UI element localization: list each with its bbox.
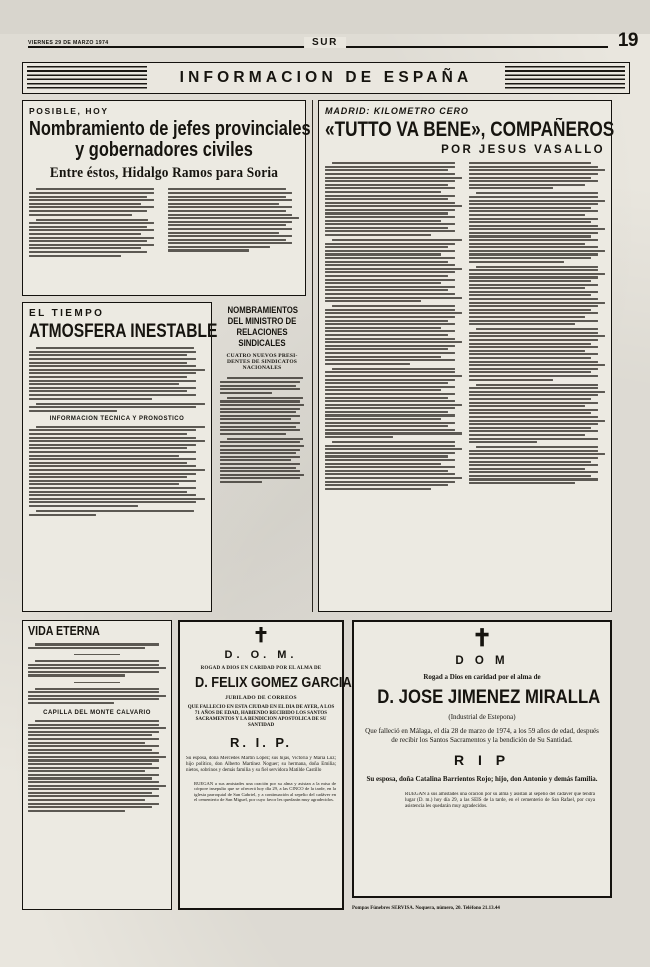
eternal-life-section bbox=[22, 620, 172, 910]
page-grid bbox=[22, 100, 630, 938]
obituary-note: RUEGAN a sus amistades una oración por su alma y asistan al sepelio del cadáver que tendrá lugar (D. m.) hoy día 29, a las SEIS de la tarde, en el cementerio de San Rafael, por cuya asistencia les quedarán muy agradecidos. bbox=[405, 791, 595, 809]
obituary-felix-gomez bbox=[178, 620, 352, 910]
cross-icon: ✝ bbox=[471, 626, 493, 652]
weather-article bbox=[22, 302, 218, 612]
obituary-family: Su esposa, doña Mercedes Martín López; sus hijas, Victoria y María Luz; hijo político, don Alberto Martínez Noguer; su hermana, doña Emilia; nietos, sobrinos y demás familia y su fiel servidora Matilde Castillo bbox=[186, 755, 336, 774]
obituary-lead: ROGAD A DIOS EN CARIDAD POR EL ALMA DE bbox=[200, 666, 322, 671]
madrid-article-kicker: MADRID: KILOMETRO CERO bbox=[325, 106, 469, 116]
obituary-role: JUBILADO DE CORREOS bbox=[225, 694, 297, 701]
obituary-dom: D O M bbox=[455, 655, 509, 667]
obituary-jose-jimenez bbox=[352, 620, 612, 898]
union-headline-line2: DEL MINISTRO DE bbox=[227, 316, 297, 328]
lead-article-body bbox=[29, 188, 299, 300]
union-article bbox=[218, 302, 306, 612]
madrid-article-body-col1 bbox=[325, 162, 462, 612]
obituary-rip: R. I. P. bbox=[229, 734, 293, 750]
masthead-date: VIERNES 29 DE MARZO 1974 bbox=[28, 40, 109, 46]
lead-article-subhead: Entre éstos, Hidalgo Ramos para Soria bbox=[49, 165, 279, 182]
item-separator bbox=[74, 654, 121, 655]
union-headline-line4: SINDICALES bbox=[238, 338, 286, 350]
list-item bbox=[28, 643, 166, 649]
lead-article bbox=[22, 100, 311, 296]
obituary-dom: D. O. M. bbox=[224, 649, 298, 661]
union-subhead-line2: DENTES DE SINDICATOS bbox=[226, 359, 298, 366]
obituary-rip: R I P bbox=[453, 752, 511, 769]
lead-article-headline-line1: Nombramiento de jefes provinciales bbox=[29, 118, 311, 140]
newspaper-page bbox=[0, 30, 650, 967]
list-item bbox=[28, 688, 166, 704]
item-separator bbox=[74, 682, 121, 683]
obituary-name: D. JOSE JIMENEZ MIRALLA bbox=[377, 687, 601, 708]
section-banner-title: INFORMACION DE ESPAÑA bbox=[179, 69, 473, 86]
lead-article-kicker: POSIBLE, HOY bbox=[29, 106, 109, 116]
union-subhead-line3: NACIONALES bbox=[242, 365, 282, 372]
obituary-detail: QUE FALLECIO EN ESTA CIUDAD EN EL DIA DE AYER, A LOS 71 AÑOS DE EDAD, HABIENDO RECIBIDO LOS SANTOS SACRAMENTOS Y LA BENDICION APOSTOLICA DE SU SANTIDAD bbox=[187, 704, 335, 728]
union-headline bbox=[220, 306, 304, 348]
cross-icon: ✝ bbox=[252, 625, 270, 647]
obituary-lead: Rogad a Dios en caridad por el alma de bbox=[423, 673, 541, 681]
union-subhead-line1: CUATRO NUEVOS PRESI- bbox=[226, 353, 298, 360]
lead-article-body-col1 bbox=[29, 188, 161, 300]
funeral-home-credit: Pompas Fúnebres SERVISA. Noquera, número, 20. Teléfono 21.13.44 bbox=[352, 906, 500, 911]
weather-section-head: INFORMACION TECNICA Y PRONOSTICO bbox=[49, 415, 185, 422]
obituary-family: Su esposa, doña Catalina Barrientos Rojo; hijo, don Antonio y demás familia. bbox=[366, 775, 598, 784]
column-divider-main bbox=[312, 100, 313, 612]
chapel-body bbox=[28, 720, 166, 812]
lead-article-body-col2 bbox=[168, 188, 300, 300]
union-subhead bbox=[220, 353, 304, 371]
madrid-article-body bbox=[325, 162, 605, 612]
chapel-head: CAPILLA DEL MONTE CALVARIO bbox=[43, 709, 151, 716]
obituary-name: D. FELIX GOMEZ GARCIA bbox=[195, 675, 352, 691]
madrid-article-body-col2 bbox=[469, 162, 606, 612]
union-body bbox=[220, 377, 304, 483]
weather-kicker: EL TIEMPO bbox=[29, 308, 105, 319]
masthead bbox=[8, 30, 642, 60]
union-headline-line1: NOMBRAMIENTOS bbox=[227, 305, 298, 316]
weather-headline: ATMOSFERA INESTABLE bbox=[29, 321, 218, 342]
banner-stripes-left-icon bbox=[27, 66, 147, 90]
weather-forecast bbox=[29, 426, 205, 516]
obituary-detail: Que falleció en Málaga, el día 28 de marzo de 1974, a los 59 años de edad, después de recibir los Santos Sacramentos y la bendición de Su Santidad. bbox=[365, 727, 599, 744]
funeral-home-credit-wrap bbox=[352, 906, 632, 920]
list-item bbox=[28, 660, 166, 676]
eternal-life-title: VIDA ETERNA bbox=[28, 623, 100, 638]
weather-body bbox=[29, 347, 205, 412]
madrid-article bbox=[318, 100, 615, 612]
section-banner bbox=[22, 62, 630, 94]
banner-stripes-right-icon bbox=[505, 66, 625, 90]
eternal-life-items bbox=[28, 643, 166, 703]
madrid-article-headline: «TUTTO VA BENE», COMPAÑEROS bbox=[325, 118, 615, 141]
masthead-paper-name: SUR bbox=[304, 37, 346, 48]
union-headline-line3: RELACIONES bbox=[236, 327, 288, 339]
madrid-article-byline: POR JESUS VASALLO bbox=[441, 144, 605, 157]
obituary-role: (Industrial de Estepona) bbox=[448, 713, 516, 721]
page-number: 19 bbox=[617, 30, 638, 51]
lead-article-headline-line2: y gobernadores civiles bbox=[75, 139, 253, 162]
obituary-note: RUEGAN a sus amistades una oración por su alma y asistan a la misa de córpore insepulto que se ofrecerá hoy día 29, a las CINCO de la tarde, en la iglesia parroquial de San Gabriel, y a continuación al sepelio del cadáver en el cementerio de San Miguel, por cuyo favor les quedarán muy agradecidos. bbox=[194, 780, 336, 803]
